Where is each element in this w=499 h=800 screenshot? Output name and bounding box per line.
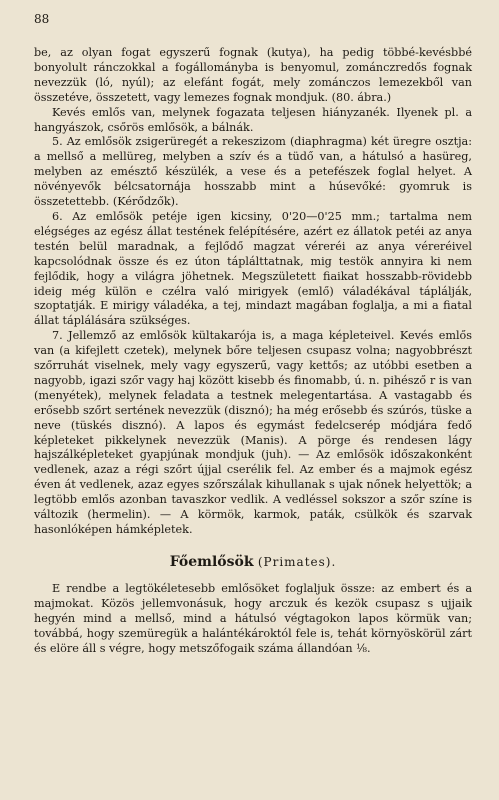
section-title: Főemlősök	[169, 553, 254, 570]
paragraph-toothless-mammals: Kevés emlős van, melynek fogazata teljesen hiányzanék. Ilyenek pl. a hangyászok, csőrös emlősök, a bálnák.	[34, 105, 472, 134]
section-heading	[34, 554, 472, 570]
page-number: 88	[34, 12, 50, 26]
paragraph-teeth-continued: be, az olyan fogat egyszerű fognak (kutya), ha pedig többé-kevésbbé bonyolult ránczokkal a fogállományba is benyomul, zománczredős fognak nevezzük (ló, nyúl); az elefánt fogát, mely zománczos lemezekből van összetéve, összetett, vagy lemezes fognak mondjuk. (80. ábra.)	[34, 46, 472, 104]
paragraph-body-cavity: 5. Az emlősök zsigerüregét a rekeszizom (diaphragma) két üregre osztja: a mellső a mellüreg, melyben a szív és a tüdő van, a hátulsó a hasüreg, melyben az emésztő készülék, a vese és a petefészek foglal helyet. A növényevők bélcsatornája hosszabb mint a húsevőké: gyomruk is összetettebb. (Kérődzők).	[34, 135, 472, 209]
paragraph-egg-development: 6. Az emlősök petéje igen kicsiny, 0'20—0'25 mm.; tartalma nem elégséges az egész állat testének felépítésére, azért ez állatok petéi az anya testén belül maradnak, a fejlődő magzat véreréi az anya véreréivel kapcsolódnak össze és ez úton táplálttatnak, mig testök annyira ki nem fejlődik, hogy a világra jöhetnek. Megszületett fiaikat hosszabb-rövidebb ideig még külön e czélra való mirigyek (emlő) váladékával táplálják, szoptatják. E mirigy váladéka, a tej, mindazt magában foglalja, a mi a fiatal állat táplálására szükséges.	[34, 209, 472, 328]
section-subtitle: (Primates).	[257, 554, 337, 569]
paragraph-integument: 7. Jellemző az emlősök kültakarója is, a maga képleteivel. Kevés emlős van (a kifejlett czetek), melynek bőre teljesen csupasz volna; nagyobbrészt szőrruhát viselnek, mely vagy egyszerű, vagy kettős; az utóbbi esetben a nagyobb, igazi szőr vagy haj között kisebb és finomabb, ú. n. pihésző r is van (menyétek), melynek feladata a testnek melegentartása. A vastagabb és erősebb szőrt sertének nevezzük (disznó); ha még erősebb és szúrós, tüske a neve (tüskés disznó). A lapos és egymást fedelcserép módjára fedő képleteket pikkelynek nevezzük (Manis). A pörge és rendesen lágy hajszálképleteket gyapjúnak mondjuk (juh). — Az emlősök időszakonként vedlenek, azaz a régi szőrt újjal cserélik fel. Az ember és a majmok egész éven át vedlenek, azaz egyes szőrszálak kihullanak s ujak nőnek helyettök; a legtöbb emlős azonban tavaszkor vedlik. A vedléssel sokszor a szőr színe is változik (hermelin). — A körmök, karmok, paták, csülkök és szarvak hasonlóképen hámképletek.	[34, 329, 472, 536]
paragraph-primates-intro: E rendbe a legtökéletesebb emlősöket foglaljuk össze: az embert és a majmokat. Közös jellemvonásuk, hogy arczuk és kezök csupasz s ujjaik hegyén mind a mellső, mind a hátulsó végtagokon lapos körmük van; továbbá, hogy szemüregük a halántékároktól fele is, tehát környöskörül zárt és elöre áll s végre, hogy metszőfogaik száma állandóan ⅛.	[34, 581, 472, 655]
